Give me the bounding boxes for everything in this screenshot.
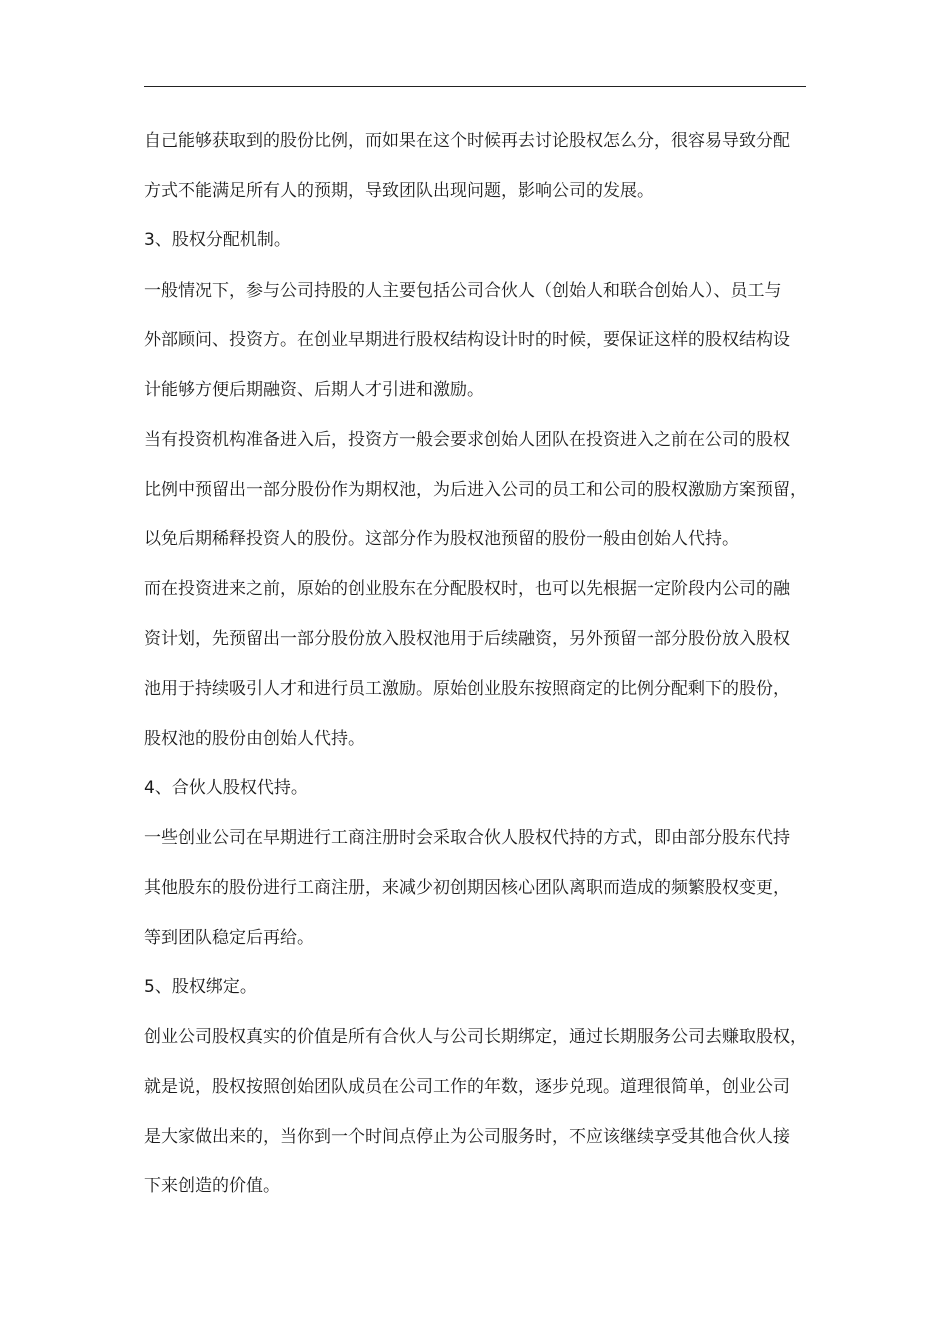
paragraph-line: 资计划，先预留出一部分股份放入股权池用于后续融资，另外预留一部分股份放入股权 bbox=[144, 629, 790, 649]
paragraph-line: 创业公司股权真实的价值是所有合伙人与公司长期绑定，通过长期服务公司去赚取股权， bbox=[144, 1027, 807, 1047]
paragraph-line: 等到团队稳定后再给。 bbox=[144, 928, 314, 948]
section-heading: 5、股权绑定。 bbox=[144, 977, 257, 997]
paragraph-line: 就是说，股权按照创始团队成员在公司工作的年数，逐步兑现。道理很简单，创业公司 bbox=[144, 1077, 790, 1097]
paragraph-line: 是大家做出来的，当你到一个时间点停止为公司服务时，不应该继续享受其他合伙人接 bbox=[144, 1127, 790, 1147]
paragraph-line: 以免后期稀释投资人的股份。这部分作为股权池预留的股份一般由创始人代持。 bbox=[144, 529, 739, 549]
paragraph-line: 而在投资进来之前，原始的创业股东在分配股权时，也可以先根据一定阶段内公司的融 bbox=[144, 579, 790, 599]
paragraph-line: 池用于持续吸引人才和进行员工激励。原始创业股东按照商定的比例分配剩下的股份， bbox=[144, 679, 790, 699]
paragraph-line: 方式不能满足所有人的预期，导致团队出现问题，影响公司的发展。 bbox=[144, 181, 654, 201]
paragraph-line: 比例中预留出一部分股份作为期权池，为后进入公司的员工和公司的股权激励方案预留， bbox=[144, 480, 807, 500]
paragraph-line: 计能够方便后期融资、后期人才引进和激励。 bbox=[144, 380, 484, 400]
paragraph-line: 股权池的股份由创始人代持。 bbox=[144, 729, 365, 749]
paragraph-line: 其他股东的股份进行工商注册，来减少初创期因核心团队离职而造成的频繁股权变更， bbox=[144, 878, 790, 898]
paragraph-line: 自己能够获取到的股份比例，而如果在这个时候再去讨论股权怎么分，很容易导致分配 bbox=[144, 131, 790, 151]
paragraph-line: 一般情况下，参与公司持股的人主要包括公司合伙人（创始人和联合创始人）、员工与 bbox=[144, 281, 782, 301]
section-heading: 4、合伙人股权代持。 bbox=[144, 778, 308, 798]
paragraph-line: 一些创业公司在早期进行工商注册时会采取合伙人股权代持的方式，即由部分股东代持 bbox=[144, 828, 790, 848]
header-rule bbox=[144, 86, 806, 87]
paragraph-line: 外部顾问、投资方。在创业早期进行股权结构设计时的时候，要保证这样的股权结构设 bbox=[144, 330, 790, 350]
paragraph-line: 下来创造的价值。 bbox=[144, 1176, 280, 1196]
section-heading: 3、股权分配机制。 bbox=[144, 230, 291, 250]
paragraph-line: 当有投资机构准备进入后，投资方一般会要求创始人团队在投资进入之前在公司的股权 bbox=[144, 430, 790, 450]
